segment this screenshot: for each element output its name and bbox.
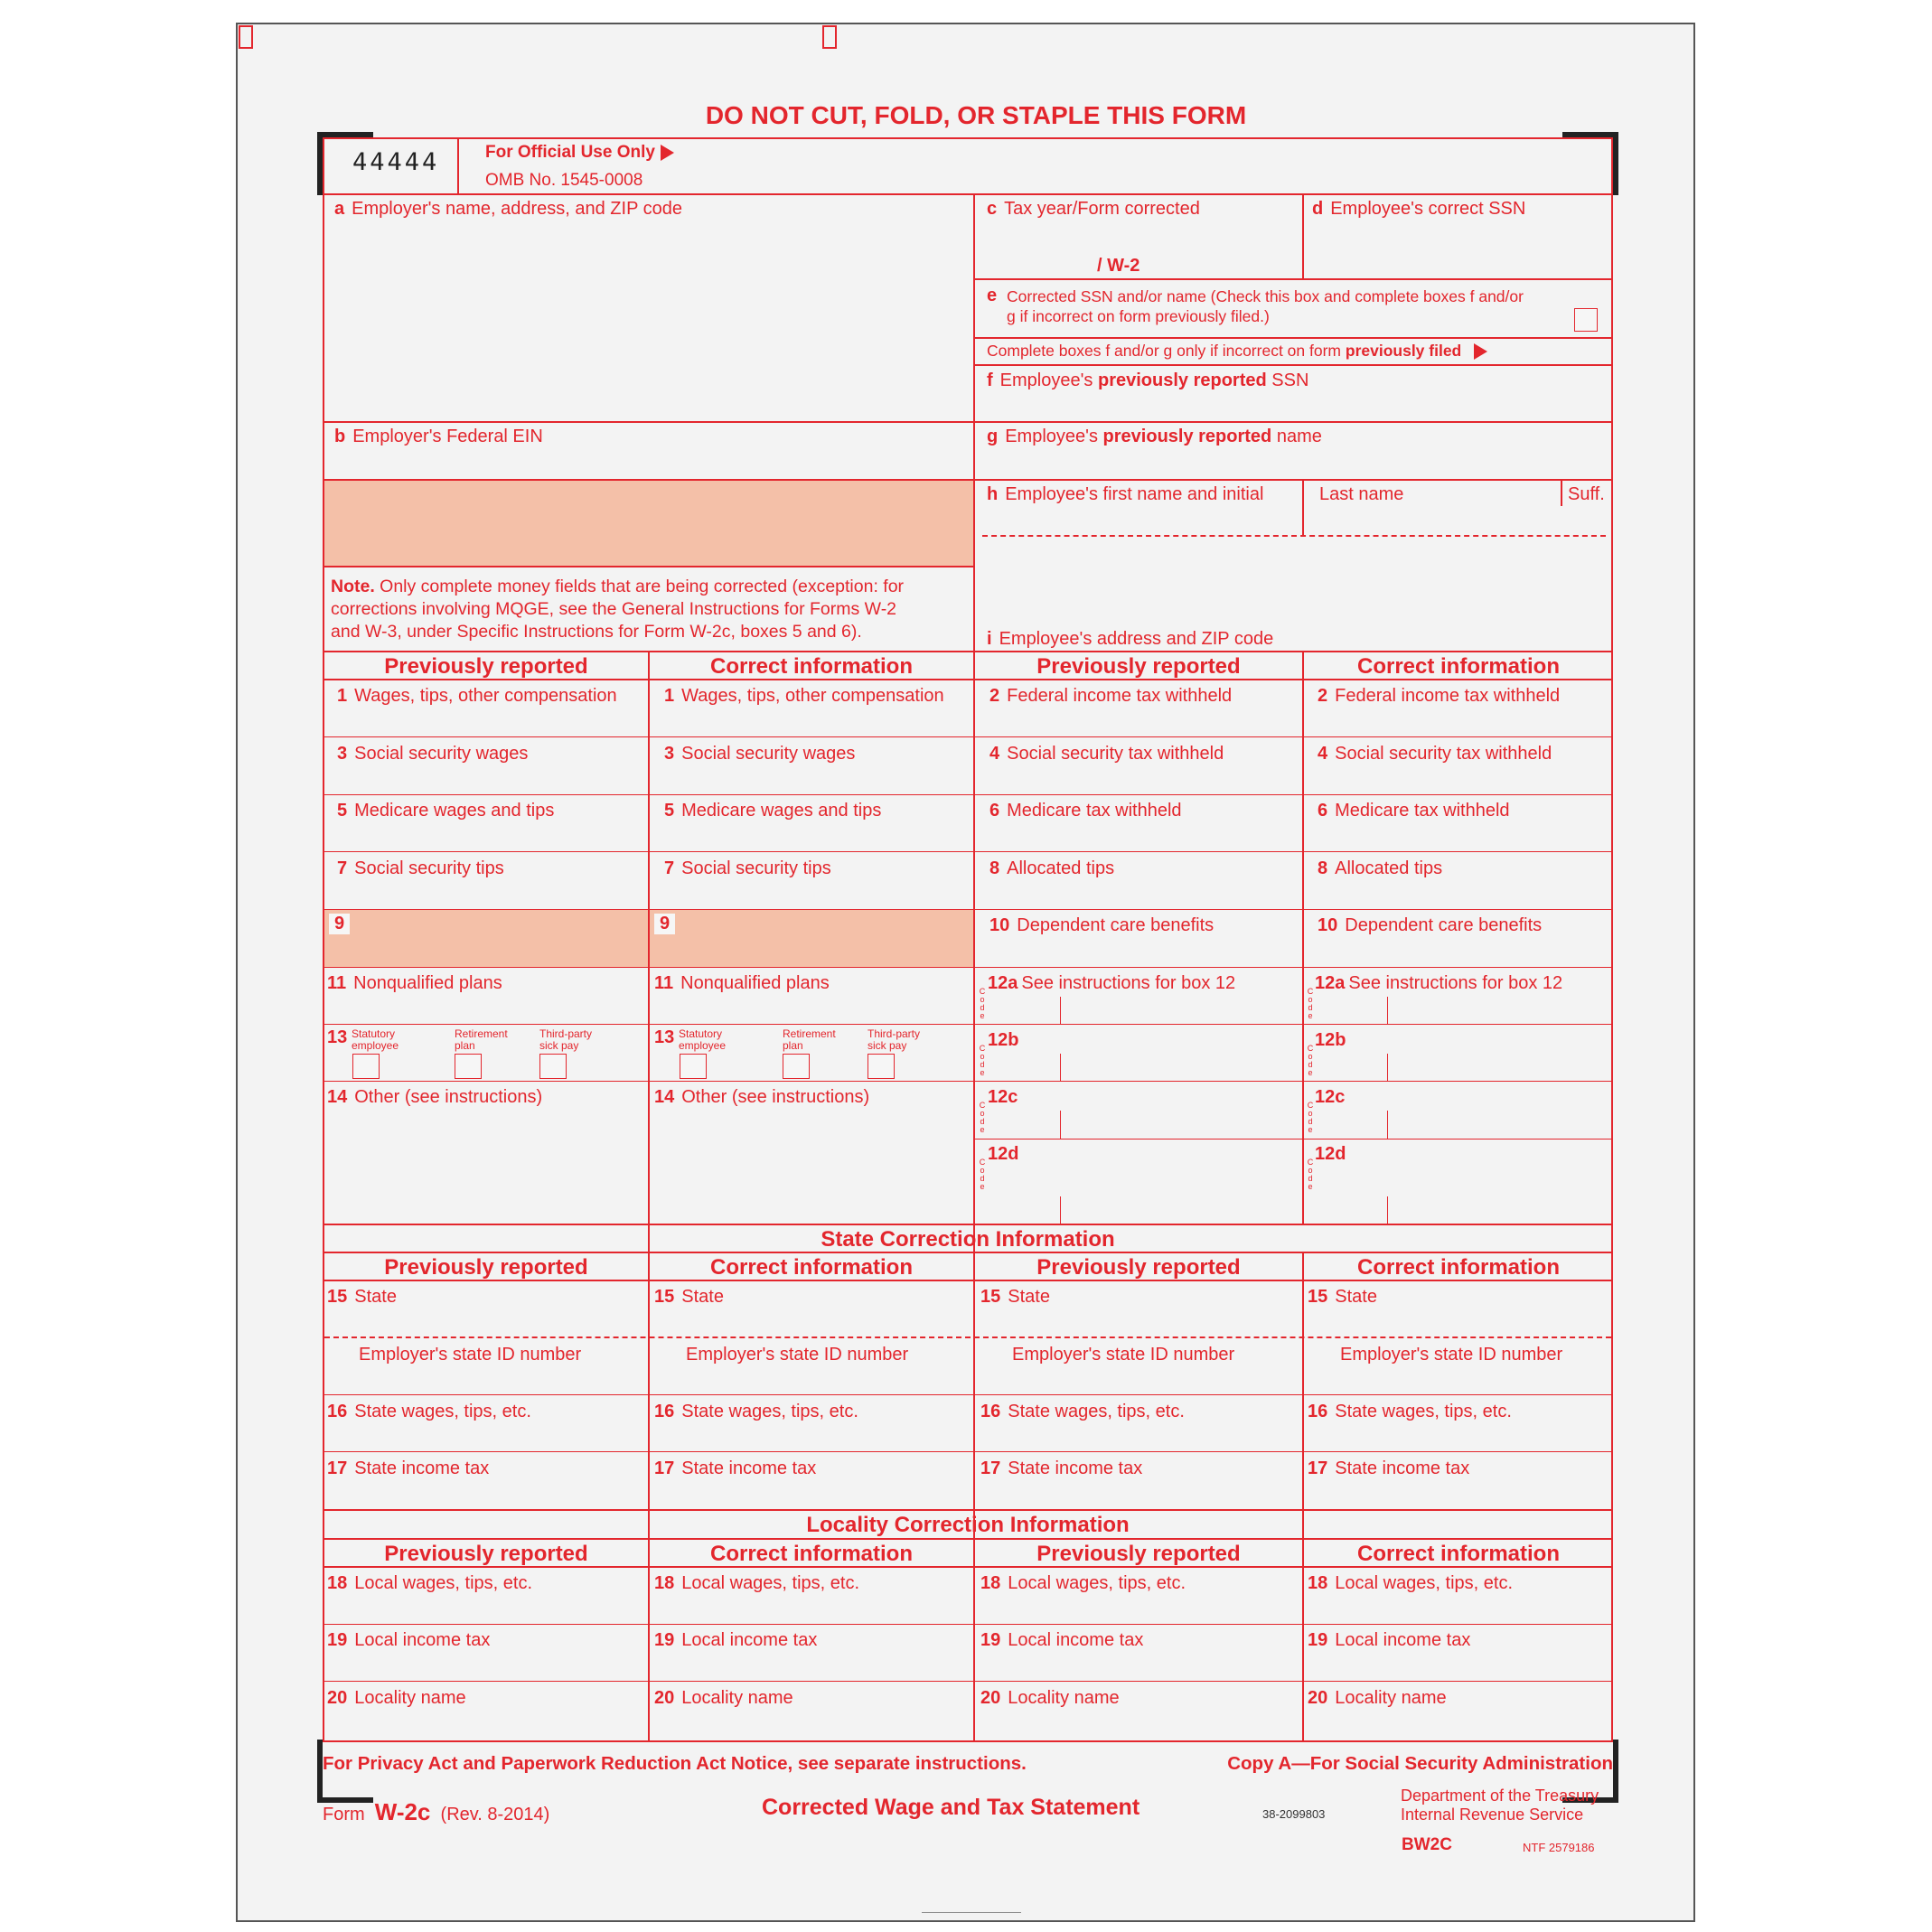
- box2-prev: 2 Federal income tax withheld: [989, 686, 1233, 706]
- code-label: C o d e: [979, 987, 986, 1020]
- box12c-corr: 12c: [1315, 1087, 1346, 1107]
- statutory-checkbox[interactable]: [352, 1054, 380, 1079]
- retirement-label: Retirement plan: [455, 1027, 508, 1052]
- box-h-label: h Employee's first name and initial: [987, 484, 1264, 504]
- box5-prev: 5 Medicare wages and tips: [337, 801, 555, 821]
- omb-number: OMB No. 1545-0008: [485, 171, 643, 190]
- retirement-label: Retirement plan: [783, 1027, 836, 1052]
- thirdparty-label: Third-party sick pay: [868, 1027, 921, 1052]
- box1-corr: 1 Wages, tips, other compensation: [664, 686, 944, 706]
- code-label: C o d e: [979, 1044, 986, 1077]
- retirement-checkbox[interactable]: [455, 1054, 482, 1079]
- box15-prev: 15 State: [327, 1287, 397, 1307]
- code-label: C o d e: [979, 1158, 986, 1191]
- locality-section-heading: Locality Correction Information: [806, 1513, 1130, 1537]
- note-line3: and W-3, under Specific Instructions for Form W-2c, boxes 5 and 6).: [331, 622, 862, 642]
- state-id-prev: Employer's state ID number: [359, 1345, 582, 1365]
- box19-prev: 19 Local income tax: [980, 1630, 1144, 1650]
- col-header-previous: Previously reported: [1036, 654, 1241, 679]
- box3-corr: 3 Social security wages: [664, 744, 856, 764]
- box6-prev: 6 Medicare tax withheld: [989, 801, 1182, 821]
- box20-corr: 20 Locality name: [654, 1688, 793, 1708]
- box7-prev: 7 Social security tips: [337, 858, 504, 878]
- box-e-line2: g if incorrect on form previously filed.): [1007, 307, 1270, 325]
- box-i-label: i Employee's address and ZIP code: [987, 629, 1274, 649]
- box16-corr: 16 State wages, tips, etc.: [654, 1402, 858, 1421]
- col-header-correct: Correct information: [1356, 1542, 1560, 1566]
- box13-prev-num: 13: [327, 1027, 348, 1047]
- box1-prev: 1 Wages, tips, other compensation: [337, 686, 617, 706]
- box12d-corr: 12d: [1315, 1144, 1346, 1164]
- complete-boxes-note: Complete boxes f and/or g only if incorrect on form previously filed: [987, 342, 1487, 361]
- box6-corr: 6 Medicare tax withheld: [1318, 801, 1510, 821]
- box20-prev: 20 Locality name: [327, 1688, 466, 1708]
- box-f-label: f Employee's previously reported SSN: [987, 370, 1309, 390]
- box-e-letter: e: [987, 286, 998, 305]
- dept-treasury: Department of the Treasury: [1401, 1787, 1599, 1805]
- box-a-label: a Employer's name, address, and ZIP code: [334, 199, 682, 219]
- box9-prev-shade: [324, 910, 648, 967]
- col-header-previous: Previously reported: [384, 1542, 588, 1566]
- box12b-prev: 12b: [988, 1030, 1019, 1050]
- code-label: C o d e: [1307, 1101, 1314, 1134]
- box14-corr: 14 Other (see instructions): [654, 1087, 870, 1107]
- box-h-last-name: Last name: [1319, 484, 1404, 504]
- code-label: C o d e: [979, 1101, 986, 1134]
- box12c-prev: 12c: [988, 1087, 1018, 1107]
- box14-prev: 14 Other (see instructions): [327, 1087, 543, 1107]
- box5-corr: 5 Medicare wages and tips: [664, 801, 882, 821]
- arrow-icon: [1474, 343, 1487, 360]
- box8-corr: 8 Allocated tips: [1318, 858, 1443, 878]
- box4-prev: 4 Social security tax withheld: [989, 744, 1224, 764]
- corner-mark: [1613, 132, 1618, 195]
- col-header-correct: Correct information: [709, 654, 913, 679]
- state-id-prev: Employer's state ID number: [1012, 1345, 1235, 1365]
- form-title: Corrected Wage and Tax Statement: [762, 1795, 1140, 1820]
- col-header-previous: Previously reported: [1036, 1542, 1241, 1566]
- box18-corr: 18 Local wages, tips, etc.: [654, 1573, 860, 1593]
- col-header-correct: Correct information: [1356, 654, 1560, 679]
- box13-corr-num: 13: [654, 1027, 675, 1047]
- copy-a-label: Copy A—For Social Security Administration: [1227, 1753, 1613, 1774]
- box19-prev: 19 Local income tax: [327, 1630, 491, 1650]
- irs-label: Internal Revenue Service: [1401, 1805, 1584, 1824]
- corner-mark: [1613, 1740, 1618, 1803]
- state-id-corr: Employer's state ID number: [1340, 1345, 1563, 1365]
- state-section-heading: State Correction Information: [821, 1227, 1115, 1252]
- box9-prev: 9: [329, 914, 350, 934]
- box-c-label: c Tax year/Form corrected: [987, 199, 1200, 219]
- box17-corr: 17 State income tax: [654, 1458, 817, 1478]
- bottom-tick: [922, 1912, 1021, 1913]
- box9-corr-shade: [650, 910, 973, 967]
- box18-corr: 18 Local wages, tips, etc.: [1308, 1573, 1514, 1593]
- box15-corr: 15 State: [1308, 1287, 1377, 1307]
- code-label: C o d e: [1307, 987, 1314, 1020]
- box19-corr: 19 Local income tax: [654, 1630, 818, 1650]
- statutory-label: Statutory employee: [679, 1027, 727, 1052]
- box9-corr: 9: [654, 914, 675, 934]
- do-not-cut-heading: DO NOT CUT, FOLD, OR STAPLE THIS FORM: [705, 101, 1247, 129]
- thirdparty-checkbox[interactable]: [868, 1054, 895, 1079]
- box-e-line1: Corrected SSN and/or name (Check this box and complete boxes f and/or: [1007, 287, 1524, 305]
- box20-prev: 20 Locality name: [980, 1688, 1120, 1708]
- col-header-correct: Correct information: [1356, 1255, 1560, 1280]
- privacy-notice: For Privacy Act and Paperwork Reduction Act Notice, see separate instructions.: [323, 1753, 1027, 1774]
- box12a-prev: 12a See instructions for box 12: [988, 973, 1236, 993]
- retirement-checkbox[interactable]: [783, 1054, 810, 1079]
- note-line1: Note. Only complete money fields that are being corrected (exception: for: [331, 577, 905, 596]
- box12a-corr: 12a See instructions for box 12: [1315, 973, 1563, 993]
- thirdparty-label: Third-party sick pay: [539, 1027, 593, 1052]
- box-g-label: g Employee's previously reported name: [987, 427, 1322, 446]
- ntf-number: NTF 2579186: [1523, 1841, 1595, 1854]
- col-header-correct: Correct information: [709, 1542, 913, 1566]
- official-use-label: For Official Use Only: [485, 143, 674, 163]
- col-header-previous: Previously reported: [1036, 1255, 1241, 1280]
- box15-prev: 15 State: [980, 1287, 1050, 1307]
- form-code: 44444: [352, 148, 440, 176]
- box8-prev: 8 Allocated tips: [989, 858, 1115, 878]
- registration-mark: [822, 25, 837, 49]
- box18-prev: 18 Local wages, tips, etc.: [980, 1573, 1186, 1593]
- box12b-corr: 12b: [1315, 1030, 1346, 1050]
- bw2c-code: BW2C: [1402, 1835, 1452, 1854]
- box19-corr: 19 Local income tax: [1308, 1630, 1471, 1650]
- arrow-icon: [661, 145, 674, 161]
- box4-corr: 4 Social security tax withheld: [1318, 744, 1552, 764]
- box10-prev: 10 Dependent care benefits: [989, 915, 1215, 935]
- box15-corr: 15 State: [654, 1287, 724, 1307]
- box-b-label: b Employer's Federal EIN: [334, 427, 543, 446]
- col-header-previous: Previously reported: [384, 654, 588, 679]
- box3-prev: 3 Social security wages: [337, 744, 529, 764]
- shaded-block: [324, 481, 973, 566]
- thirdparty-checkbox[interactable]: [539, 1054, 567, 1079]
- box11-prev: 11 Nonqualified plans: [327, 973, 502, 993]
- code-label: C o d e: [1307, 1158, 1314, 1191]
- col-header-previous: Previously reported: [384, 1255, 588, 1280]
- box12d-prev: 12d: [988, 1144, 1019, 1164]
- box-e-checkbox[interactable]: [1574, 308, 1598, 332]
- code-label: C o d e: [1307, 1044, 1314, 1077]
- box7-corr: 7 Social security tips: [664, 858, 831, 878]
- box11-corr: 11 Nonqualified plans: [654, 973, 830, 993]
- box2-corr: 2 Federal income tax withheld: [1318, 686, 1561, 706]
- col-header-correct: Correct information: [709, 1255, 913, 1280]
- catalog-number: 38-2099803: [1262, 1807, 1326, 1821]
- statutory-checkbox[interactable]: [680, 1054, 707, 1079]
- box16-corr: 16 State wages, tips, etc.: [1308, 1402, 1512, 1421]
- box17-corr: 17 State income tax: [1308, 1458, 1470, 1478]
- box16-prev: 16 State wages, tips, etc.: [327, 1402, 531, 1421]
- box16-prev: 16 State wages, tips, etc.: [980, 1402, 1185, 1421]
- box-h-suffix: Suff.: [1568, 484, 1605, 504]
- box17-prev: 17 State income tax: [327, 1458, 490, 1478]
- box-c-form: / W-2: [1097, 256, 1140, 276]
- statutory-label: Statutory employee: [352, 1027, 399, 1052]
- note-line2: corrections involving MQGE, see the General Instructions for Forms W-2: [331, 599, 897, 619]
- box18-prev: 18 Local wages, tips, etc.: [327, 1573, 533, 1593]
- registration-mark: [239, 25, 253, 49]
- form-identifier: Form W-2c (Rev. 8-2014): [323, 1798, 550, 1825]
- box-d-label: d Employee's correct SSN: [1312, 199, 1526, 219]
- box20-corr: 20 Locality name: [1308, 1688, 1447, 1708]
- state-id-corr: Employer's state ID number: [686, 1345, 909, 1365]
- box10-corr: 10 Dependent care benefits: [1318, 915, 1543, 935]
- box17-prev: 17 State income tax: [980, 1458, 1143, 1478]
